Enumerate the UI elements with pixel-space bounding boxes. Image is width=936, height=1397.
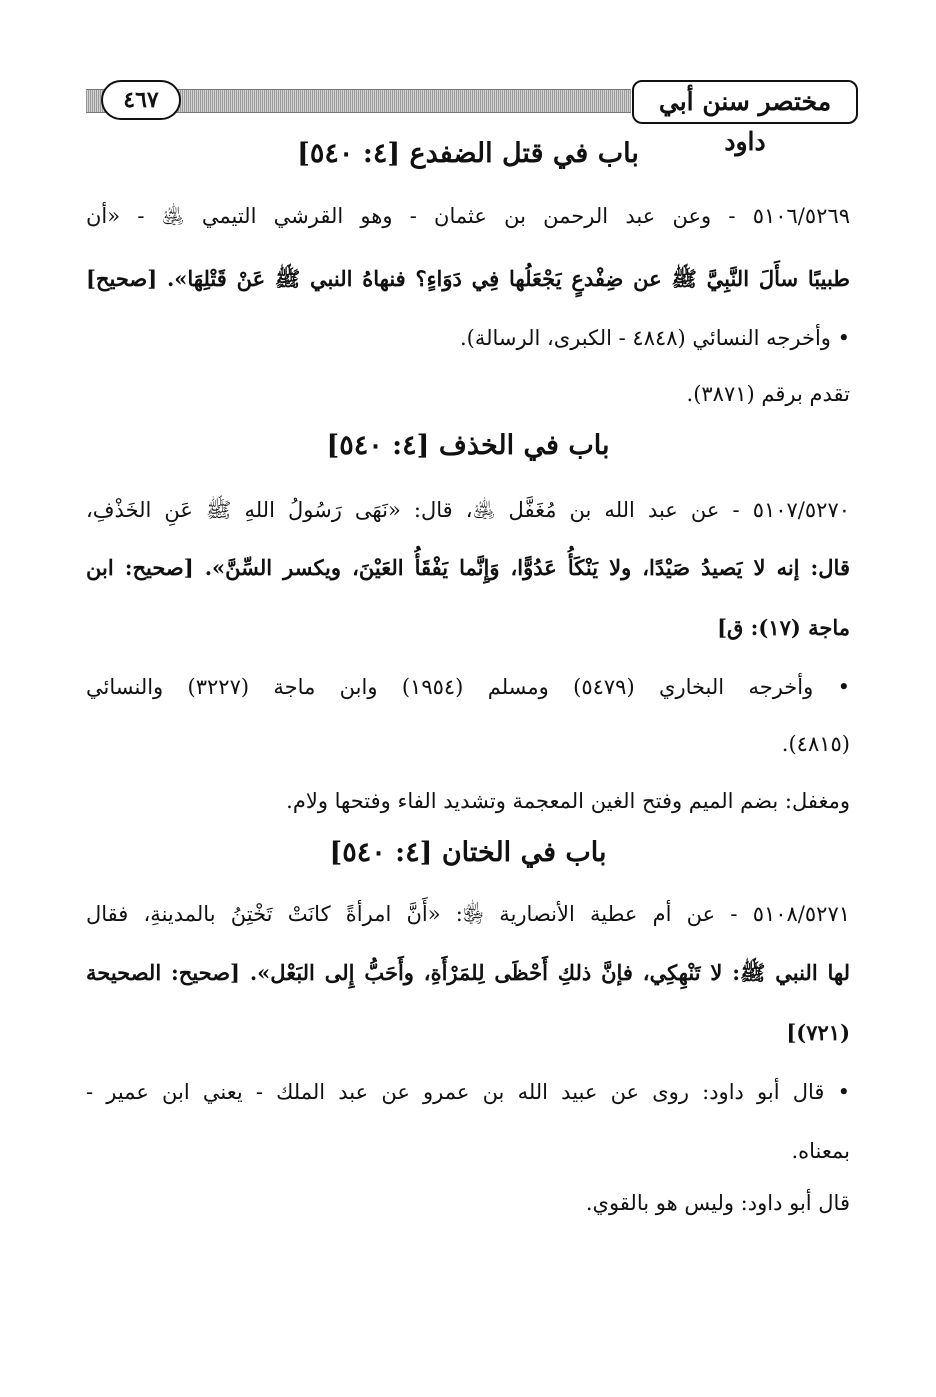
hadith-5271-line-1: ٥١٠٨/٥٢٧١ - عن أم عطية الأنصارية ﵂: «أَنَّ امرأةً كانَتْ تَخْتِنُ بالمدينةِ، فقال <box>86 902 850 926</box>
page-number: ٤٦٧ <box>101 80 181 120</box>
hadith-5269-takhrij: • وأخرجه النسائي (٤٨٤٨ - الكبرى، الرسالة). <box>459 326 850 350</box>
section-heading-frog: باب في قتل الضفدع [٤: ٥٤٠] <box>297 138 639 169</box>
hadith-5271-line-2: لها النبي ﷺ: لا تَنْهِكِي، فإنَّ ذلكِ أَحْظَى لِلمَرْأَةِ، وأَحَبُّ إِلى البَعْل». [صحيح: الصحيحة <box>86 960 850 985</box>
hadith-5270-note: ومغفل: بضم الميم وفتح الغين المعجمة وتشديد الفاء وفتحها ولام. <box>286 789 850 813</box>
hadith-5270-line-3: ماجة (١٧): ق] <box>717 615 850 640</box>
hadith-5269-note: تقدم برقم (٣٨٧١). <box>686 382 850 406</box>
hadith-5270-line-1: ٥١٠٧/٥٢٧٠ - عن عبد الله بن مُغَفَّل ﵁، قال: «نَهَى رَسُولُ اللهِ ﷺ عَنِ الخَذْفِ، <box>86 498 850 522</box>
book-title: مختصر سنن أبي داود <box>632 80 858 124</box>
hadith-5270-line-2: قال: إنه لا يَصيدُ صَيْدًا، ولا يَنْكَأُ عَدُوًّا، وَإِنَّما يَفْقَأُ العَيْنَ، ويكسر السِّنَّ». [صحيح: ابن <box>86 555 850 580</box>
hadith-5271-note-3: قال أبو داود: وليس هو بالقوي. <box>585 1191 850 1215</box>
hadith-5271-line-3: (٧٢١)] <box>786 1020 850 1045</box>
hadith-5270-takhrij-1: • وأخرجه البخاري (٥٤٧٩) ومسلم (١٩٥٤) وابن ماجة (٣٢٢٧) والنسائي <box>86 675 850 699</box>
hadith-5270-takhrij-2: (٤٨١٥). <box>781 732 850 756</box>
section-heading-khitan: باب في الختان [٤: ٥٤٠] <box>329 837 607 868</box>
hadith-5269-line-2: طبيبًا سأَلَ النَّبِيَّ ﷺ عن ضِفْدعٍ يَجْعَلُها فِي دَوَاءٍ؟ فنهاهُ النبي ﷺ عَنْ قَتْلِهَا». [صحيح] <box>86 266 850 291</box>
section-heading-khadhf: باب في الخذف [٤: ٥٤٠] <box>326 430 610 461</box>
hadith-5271-note-1: • قال أبو داود: روى عن عبيد الله بن عمرو عن عبد الملك - يعني ابن عمير - <box>86 1080 850 1104</box>
hadith-5271-note-2: بمعناه. <box>791 1139 850 1163</box>
hadith-5269-line-1: ٥١٠٦/٥٢٦٩ - وعن عبد الرحمن بن عثمان - وهو القرشي التيمي ﵁ - «أن <box>86 204 850 228</box>
